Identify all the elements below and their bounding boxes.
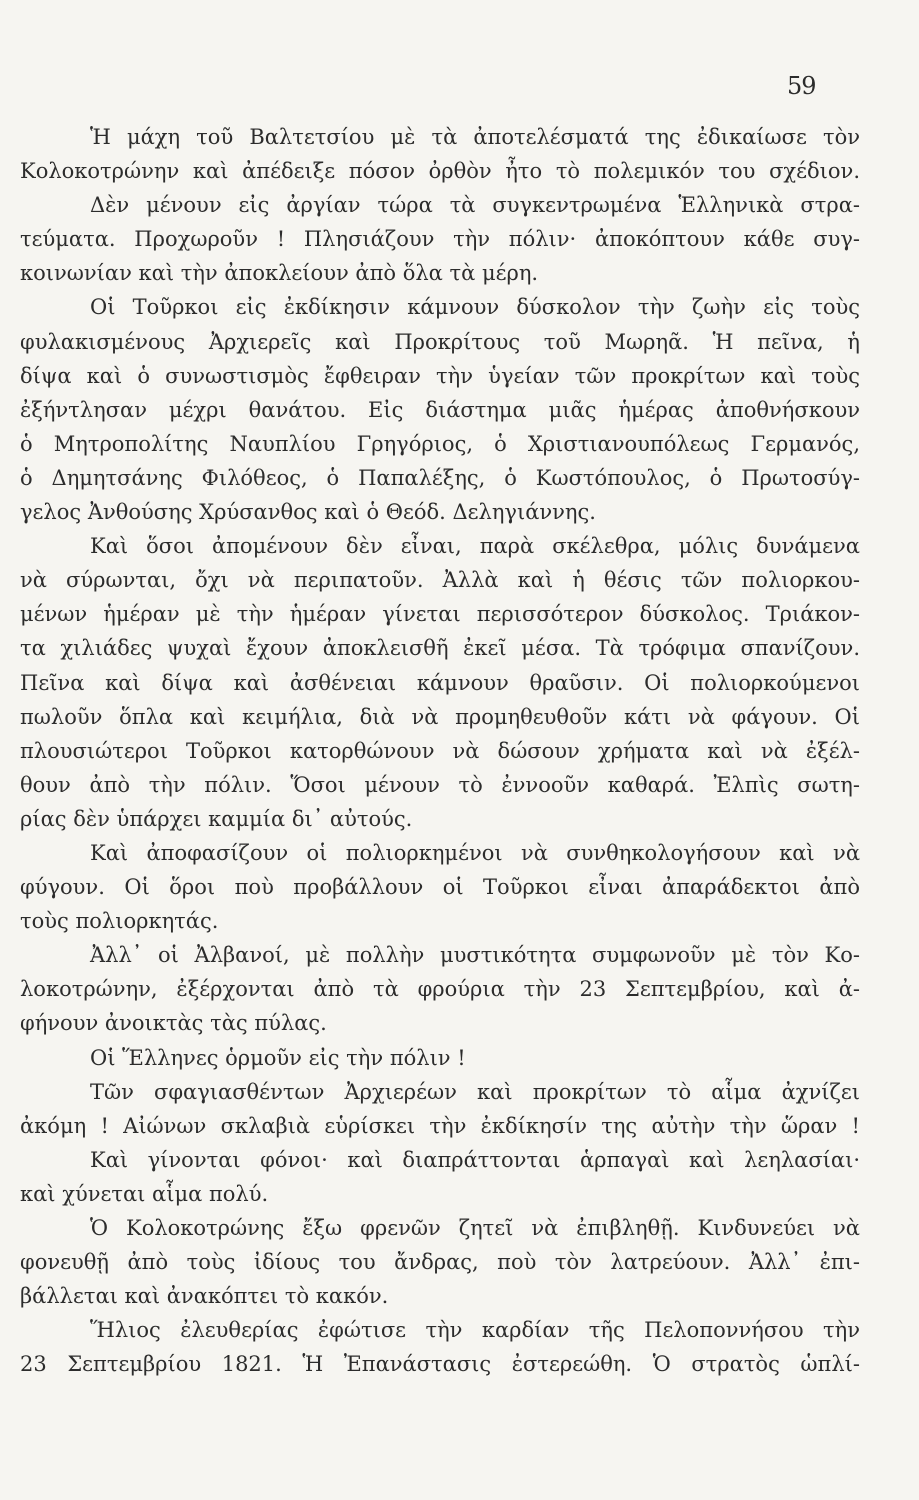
text-line: τα χιλιάδες ψυχαὶ ἔχουν ἀποκλεισθῆ ἐκεῖ μέσα. Τὰ τρόφιμα σπανίζουν. <box>20 636 860 661</box>
text-line: ὁ Δημητσάνης Φιλόθεος, ὁ Παπαλέξης, ὁ Κωστόπουλος, ὁ Πρωτοσύγ- <box>20 465 860 490</box>
text-line: νὰ σύρωνται, ὄχι νὰ περιπατοῦν. Ἀλλὰ καὶ ἡ θέσις τῶν πολιορκου- <box>20 568 860 593</box>
page-number: 59 <box>787 72 816 100</box>
text-line: Οἱ Ἕλληνες ὁρμοῦν εἰς τὴν πόλιν ! <box>90 1045 466 1070</box>
text-line: δίψα καὶ ὁ συνωστισμὸς ἔφθειραν τὴν ὑγείαν τῶν προκρίτων καὶ τοὺς <box>20 363 860 388</box>
text-line: ἀκόμη ! Αἰώνων σκλαβιὰ εὑρίσκει τὴν ἐκδίκησίν της αὐτὴν τὴν ὥραν ! <box>20 1113 860 1138</box>
text-line: γελος Ἀνθούσης Χρύσανθος καὶ ὁ Θεόδ. Δεληγιάννης. <box>20 500 596 525</box>
text-line: βάλλεται καὶ ἀνακόπτει τὸ κακόν. <box>20 1284 389 1309</box>
text-line: Πεῖνα καὶ δίψα καὶ ἀσθένειαι κάμνουν θραῦσιν. Οἱ πολιορκούμενοι <box>20 670 860 695</box>
text-line: πλουσιώτεροι Τοῦρκοι κατορθώνουν νὰ δώσουν χρήματα καὶ νὰ ἐξέλ- <box>20 738 860 763</box>
text-line: Κολοκοτρώνην καὶ ἀπέδειξε πόσον ὀρθὸν ἦτο τὸ πολεμικόν του σχέδιον. <box>20 159 860 184</box>
text-line: τεύματα. Προχωροῦν ! Πλησιάζουν τὴν πόλιν· ἀποκόπτουν κάθε συγ- <box>20 227 860 252</box>
text-line: φυλακισμένους Ἀρχιερεῖς καὶ Προκρίτους τοῦ Μωρηᾶ. Ἡ πεῖνα, ἡ <box>20 329 860 354</box>
text-line: Ἥλιος ἐλευθερίας ἐφώτισε τὴν καρδίαν τῆς Πελοποννήσου τὴν <box>90 1318 860 1343</box>
text-line: θουν ἀπὸ τὴν πόλιν. Ὅσοι μένουν τὸ ἐννοοῦν καθαρά. Ἐλπὶς σωτη- <box>20 772 860 797</box>
text-line: ἐξήντλησαν μέχρι θανάτου. Εἰς διάστημα μιᾶς ἡμέρας ἀποθνήσκουν <box>20 397 860 422</box>
text-line: Ὁ Κολοκοτρώνης ἔξω φρενῶν ζητεῖ νὰ ἐπιβληθῇ. Κινδυνεύει νὰ <box>90 1216 860 1240</box>
text-line: ὁ Μητροπολίτης Ναυπλίου Γρηγόριος, ὁ Χριστιανουπόλεως Γερμανός, <box>20 431 860 456</box>
text-line: τοὺς πολιορκητάς. <box>20 909 219 934</box>
text-line: Καὶ ἀποφασίζουν οἱ πολιορκημένοι νὰ συνθηκολογήσουν καὶ νὰ <box>90 840 860 865</box>
text-line: ρίας δὲν ὑπάρχει καμμία δι᾽ αὐτούς. <box>20 806 413 831</box>
text-line: καὶ χύνεται αἷμα πολύ. <box>20 1181 269 1206</box>
text-line: πωλοῦν ὅπλα καὶ κειμήλια, διὰ νὰ προμηθευθοῦν κάτι νὰ φάγουν. Οἱ <box>20 704 860 729</box>
text-line: Καὶ ὅσοι ἀπομένουν δὲν εἶναι, παρὰ σκέλεθρα, μόλις δυνάμενα <box>90 534 860 559</box>
text-line: μένων ἡμέραν μὲ τὴν ἡμέραν γίνεται περισσότερον δύσκολος. Τριάκον- <box>20 602 860 627</box>
text-line: Ἀλλ᾽ οἱ Ἀλβανοί, μὲ πολλὴν μυστικότητα συμφωνοῦν μὲ τὸν Κο- <box>90 943 860 968</box>
text-line: Καὶ γίνονται φόνοι· καὶ διαπράττονται ἁρπαγαὶ καὶ λεηλασίαι· <box>90 1147 860 1172</box>
text-line: 23 Σεπτεμβρίου 1821. Ἡ Ἐπανάστασις ἐστερεώθη. Ὁ στρατὸς ὡπλί- <box>20 1352 860 1377</box>
text-line: Δὲν μένουν εἰς ἀργίαν τώρα τὰ συγκεντρωμένα Ἑλληνικὰ στρα- <box>90 193 860 218</box>
text-line: Τῶν σφαγιασθέντων Ἀρχιερέων καὶ προκρίτων τὸ αἷμα ἀχνίζει <box>90 1079 860 1104</box>
text-line: φήνουν ἀνοικτὰς τὰς πύλας. <box>20 1011 327 1036</box>
text-line: φύγουν. Οἱ ὅροι ποὺ προβάλλουν οἱ Τοῦρκοι εἶναι ἀπαράδεκτοι ἀπὸ <box>20 875 860 900</box>
text-line: λοκοτρώνην, ἐξέρχονται ἀπὸ τὰ φρούρια τὴν 23 Σεπτεμβρίου, καὶ ἀ- <box>20 977 860 1002</box>
text-line: Ἡ μάχη τοῦ Βαλτετσίου μὲ τὰ ἀποτελέσματά της ἐδικαίωσε τὸν <box>90 125 860 149</box>
text-line: Οἱ Τοῦρκοι εἰς ἐκδίκησιν κάμνουν δύσκολον τὴν ζωὴν εἰς τοὺς <box>90 295 860 320</box>
text-line: κοινωνίαν καὶ τὴν ἀποκλείουν ἀπὸ ὅλα τὰ μέρη. <box>20 261 539 286</box>
text-line: φονευθῇ ἀπὸ τοὺς ἰδίους του ἄνδρας, ποὺ τὸν λατρεύουν. Ἀλλ᾽ ἐπι- <box>20 1250 860 1275</box>
body-text <box>20 120 860 1381</box>
